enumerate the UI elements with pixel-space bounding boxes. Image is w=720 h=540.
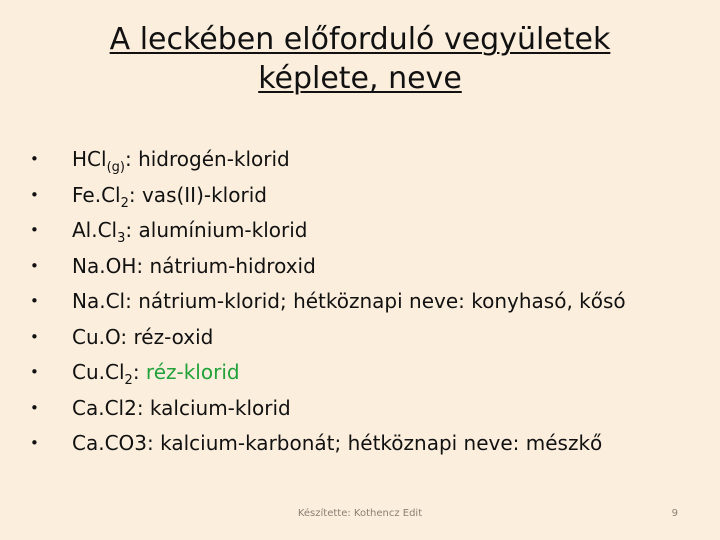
footer-author: Készítette: Kothencz Edit	[297, 508, 423, 519]
list-item-hcl	[26, 142, 706, 178]
bullet-icon: •	[30, 221, 39, 239]
slide-title	[60, 20, 660, 98]
compound-name: : hidrogén-klorid	[124, 147, 290, 171]
formula-subscript: 2	[120, 195, 129, 211]
bullet-icon: •	[30, 150, 39, 168]
list-item-caco3	[26, 426, 706, 462]
item-text: Na.OH: nátrium-hidroxid	[72, 253, 316, 278]
formula-text: HCl	[72, 147, 107, 171]
list-item-alcl3	[26, 213, 706, 249]
item-text: Na.Cl: nátrium-klorid; hétköznapi neve: konyhasó, kősó	[72, 289, 626, 313]
bullet-icon: •	[30, 434, 39, 452]
item-text: Ca.Cl2: kalcium-klorid	[72, 395, 291, 420]
list-item-cacl2	[26, 391, 706, 427]
separator-text: :	[132, 360, 146, 384]
bullet-icon: •	[30, 327, 39, 346]
item-text: Ca.CO3: kalcium-karbonát; hétköznapi neve: mészkő	[72, 431, 603, 455]
compound-list	[26, 142, 706, 462]
bullet-icon: •	[30, 398, 39, 417]
title-line-1: A leckében előforduló vegyületek	[109, 22, 611, 57]
highlighted-compound-name: réz-klorid	[145, 360, 240, 384]
bullet-icon: •	[30, 185, 39, 204]
list-item-naoh	[26, 249, 706, 285]
formula-text: Al.Cl	[72, 218, 118, 242]
compound-name: : vas(II)-klorid	[128, 182, 267, 207]
list-item-cucl2	[26, 355, 706, 391]
formula-subscript: 3	[117, 231, 126, 246]
item-text: Cu.O: réz-oxid	[72, 324, 214, 349]
list-item-fecl2	[26, 178, 706, 214]
bullet-icon: •	[30, 292, 39, 310]
list-item-cuo	[26, 320, 706, 356]
formula-subscript: 2	[124, 373, 133, 388]
formula-subscript: (g)	[106, 160, 125, 175]
page-number: 9	[671, 508, 678, 519]
formula-text: Cu.Cl	[72, 360, 125, 384]
list-item-nacl	[26, 284, 706, 320]
compound-name: : alumínium-klorid	[125, 218, 308, 242]
formula-text: Fe.Cl	[72, 182, 121, 207]
title-line-2: képlete, neve	[258, 61, 462, 96]
bullet-icon: •	[30, 363, 39, 381]
bullet-icon: •	[30, 256, 39, 275]
